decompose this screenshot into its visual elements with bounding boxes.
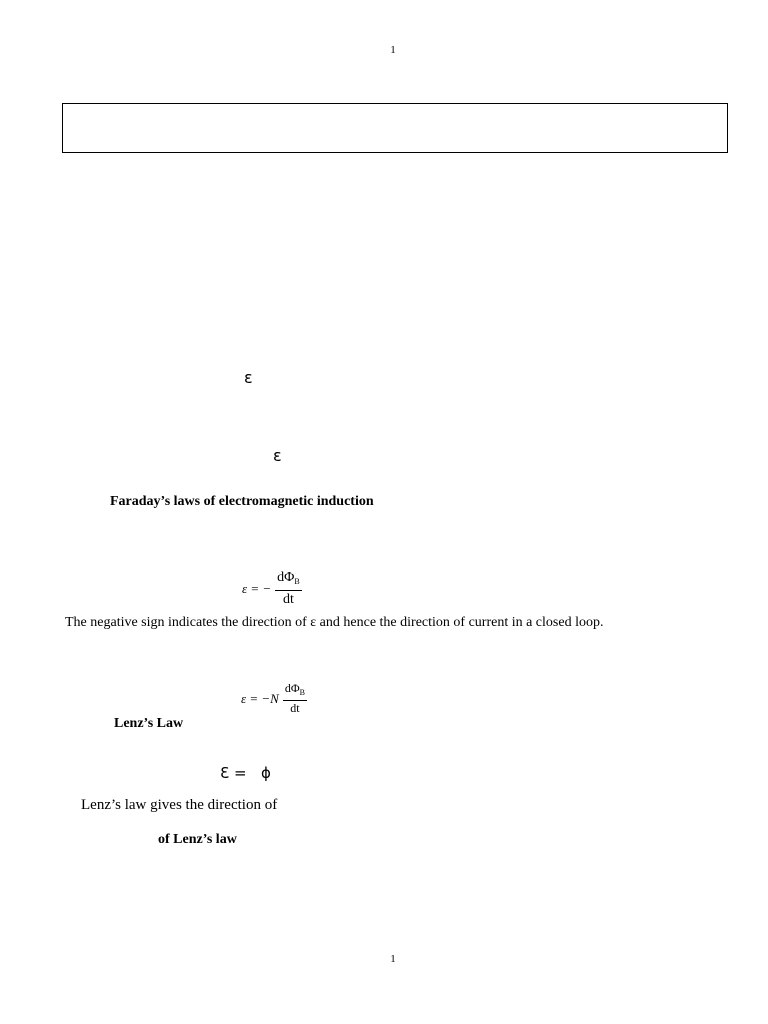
fraction-numerator <box>275 570 302 591</box>
negative-sign-paragraph: The negative sign indicates the direction of ε and hence the direction of current in a closed loop. <box>65 615 604 630</box>
lenz-paragraph: Lenz’s law gives the direction of <box>81 797 278 813</box>
numerator-text: dΦ <box>284 681 300 695</box>
epsilon-symbol: ε <box>244 368 253 387</box>
heading-faraday: Faraday’s laws of electromagnetic induction <box>110 494 374 509</box>
header-page-number: 1 <box>390 44 396 56</box>
fraction-denominator: dt <box>290 701 300 715</box>
n-turns-equation-fraction <box>283 682 307 715</box>
n-turns-equation-lhs: ε = −N <box>241 690 279 706</box>
faraday-equation <box>242 570 302 608</box>
faraday-n-turns-equation <box>241 682 307 715</box>
numerator-subscript: B <box>294 577 300 586</box>
numerator-text: dΦ <box>277 570 295 585</box>
footer-page-number: 1 <box>390 953 396 965</box>
heading-lenz-of: of Lenz’s law <box>158 832 237 847</box>
heading-lenz: Lenz’s Law <box>114 716 184 731</box>
faraday-equation-lhs: ε = − <box>242 581 272 596</box>
lenz-equation-lhs: Ɛ = <box>220 764 247 782</box>
fraction-numerator <box>283 682 307 701</box>
numerator-subscript: B <box>299 688 305 697</box>
epsilon-symbol: ε <box>273 446 282 465</box>
fraction-denominator: dt <box>283 592 294 607</box>
phi-symbol: ɸ <box>261 764 271 782</box>
title-box <box>62 103 728 153</box>
faraday-equation-fraction <box>275 570 302 608</box>
